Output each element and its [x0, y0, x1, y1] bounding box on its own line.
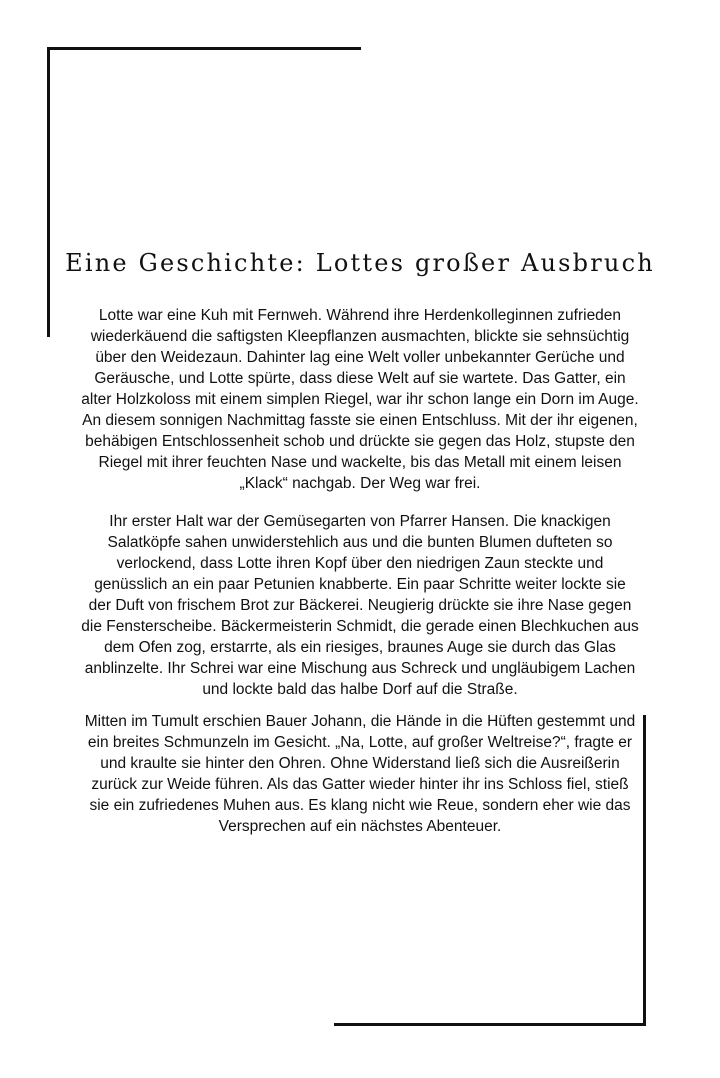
story-paragraph-3 [0, 711, 720, 837]
paragraph-line: Riegel mit ihrer feuchten Nase und wackelte, bis das Metall mit einem leisen [98, 454, 622, 471]
story-paragraph-1 [0, 305, 720, 494]
paragraph-line: genüsslich an ein paar Petunien knabberte. Ein paar Schritte weiter lockte sie [94, 576, 626, 593]
frame-corner-bottom-right-horizontal [334, 1023, 646, 1026]
paragraph-line: über den Weidezaun. Dahinter lag eine Welt voller unbekannter Gerüche und [95, 349, 625, 366]
story-paragraph-2 [0, 511, 720, 700]
paragraph-line: verlockend, dass Lotte ihren Kopf über den niedrigen Zaun steckte und [116, 555, 604, 572]
paragraph-line: sie ein zufriedenes Muhen aus. Es klang nicht wie Reue, sondern eher wie das [89, 797, 631, 814]
paragraph-line: wiederkäuend die saftigsten Kleepflanzen ausmachten, blickte sie sehnsüchtig [90, 328, 630, 345]
paragraph-line: ein breites Schmunzeln im Gesicht. „Na, Lotte, auf großer Weltreise?“, fragte er [87, 734, 633, 751]
paragraph-line: und kraulte sie hinter den Ohren. Ohne Widerstand ließ sich die Ausreißerin [100, 755, 620, 772]
frame-corner-top-left-vertical [47, 47, 50, 337]
paragraph-line: behäbigen Entschlossenheit schob und drückte sie gegen das Holz, stupste den [85, 433, 635, 450]
paragraph-line: Geräusche, und Lotte spürte, dass diese Welt auf sie wartete. Das Gatter, ein [94, 370, 626, 387]
story-title: Eine Geschichte: Lottes großer Ausbruch [65, 249, 655, 277]
paragraph-line: Mitten im Tumult erschien Bauer Johann, die Hände in die Hüften gestemmt und [84, 713, 636, 730]
paragraph-line: Versprechen auf ein nächstes Abenteuer. [218, 818, 502, 835]
paragraph-line: An diesem sonnigen Nachmittag fasste sie einen Entschluss. Mit der ihr eigenen, [82, 412, 638, 429]
paragraph-line: und lockte bald das halbe Dorf auf die Straße. [202, 681, 518, 698]
paragraph-line: die Fensterscheibe. Bäckermeisterin Schmidt, die gerade einen Blechkuchen aus [81, 618, 639, 635]
paragraph-line: „Klack“ nachgab. Der Weg war frei. [239, 475, 481, 492]
paragraph-line: anblinzelte. Ihr Schrei war eine Mischung aus Schreck und ungläubigem Lachen [84, 660, 636, 677]
paragraph-line: Ihr erster Halt war der Gemüsegarten von Pfarrer Hansen. Die knackigen [109, 513, 611, 530]
paragraph-line: zurück zur Weide führen. Als das Gatter wieder hinter ihr ins Schloss fiel, stieß [91, 776, 629, 793]
paragraph-line: der Duft von frischem Brot zur Bäckerei. Neugierig drückte sie ihre Nase gegen [88, 597, 632, 614]
paragraph-line: dem Ofen zog, erstarrte, als ein riesiges, braunes Auge sie durch das Glas [104, 639, 616, 656]
paragraph-line: alter Holzkoloss mit einem simplen Riegel, war ihr schon lange ein Dorn im Auge. [81, 391, 639, 408]
frame-corner-top-left-horizontal [47, 47, 361, 50]
paragraph-line: Salatköpfe sahen unwiderstehlich aus und die bunten Blumen dufteten so [107, 534, 613, 551]
paragraph-line: Lotte war eine Kuh mit Fernweh. Während ihre Herdenkolleginnen zufrieden [98, 307, 622, 324]
